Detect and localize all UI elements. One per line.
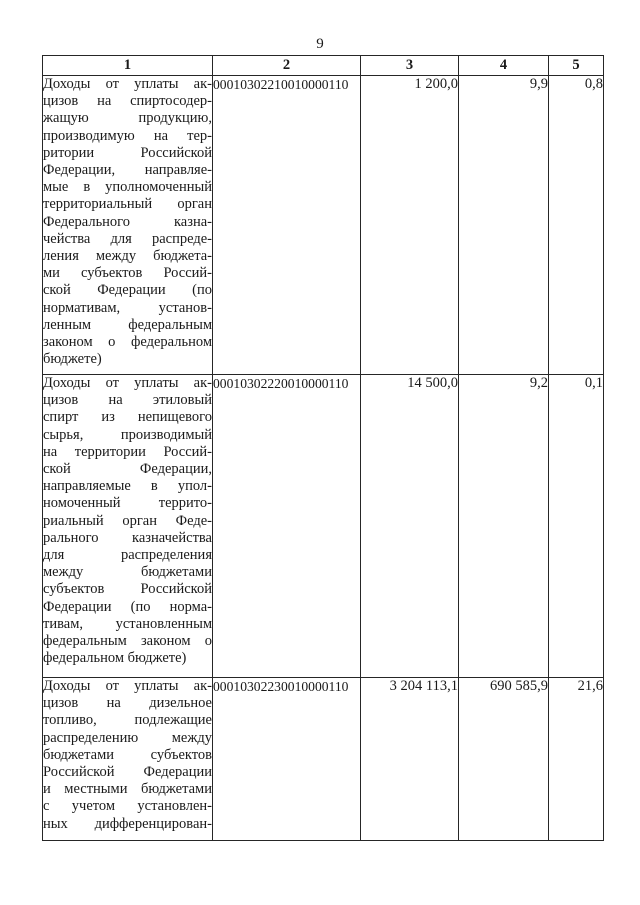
description-line: ленным федеральным [43,316,212,333]
value-cell-col4: 690 585,9 [459,678,549,841]
description-line: бюджетами субъектов [43,746,212,763]
description-line: ления между бюджета- [43,248,212,265]
description-line: между бюджетами [43,564,212,581]
description-line: ритории Российской [43,144,212,161]
description-line: цизов на дизельное [43,695,212,712]
budget-table [42,55,604,841]
description-line: направляемые в упол- [43,478,212,495]
description-line: бюджете) [43,351,102,368]
description-line: нормативам, установ- [43,299,212,316]
description-line: спирт из непищевого [43,409,212,426]
description-line: ской Федерации, [43,461,212,478]
column-header-4: 4 [459,56,549,76]
description-line: тивам, установленным [43,615,212,632]
value-cell-col4: 9,9 [459,76,549,375]
column-header-1: 1 [43,56,213,76]
description-line: территориальный орган [43,196,212,213]
budget-code-cell: 00010302210010000110 [213,76,361,375]
description-line: Федерального казна- [43,213,212,230]
description-line: цизов на спиртосодер- [43,93,212,110]
description-line: Российской Федерации [43,764,212,781]
description-line: жащую продукцию, [43,110,212,127]
column-header-3: 3 [361,56,459,76]
description-line: федеральным законом о [43,633,212,650]
description-line: Доходы от уплаты ак- [43,375,212,391]
description-line: рального казначейства [43,529,212,546]
description-cell [43,375,213,678]
budget-code-cell: 00010302220010000110 [213,375,361,678]
value-cell-col5: 0,1 [549,375,604,678]
description-line: Доходы от уплаты ак- [43,76,212,92]
description-line: мые в уполномоченный [43,179,212,196]
description-line: субъектов Российской [43,581,212,598]
column-header-5: 5 [549,56,604,76]
description-line: и местными бюджетами [43,781,212,798]
description-line: для распределения [43,547,212,564]
description-line: номоченный террито- [43,495,212,512]
description-line: риальный орган Феде- [43,512,212,529]
description-line: Доходы от уплаты ак- [43,678,212,694]
header-row [43,56,604,76]
page-number: 9 [316,36,324,52]
description-line: ных дифференцирован- [43,815,212,832]
description-line: законом о федеральном [43,334,212,351]
table-row [43,678,604,841]
table-row [43,375,604,678]
value-cell-col5: 21,6 [549,678,604,841]
value-cell-col5: 0,8 [549,76,604,375]
description-line: производимую на тер- [43,127,212,144]
description-line: Федерации (по норма- [43,598,212,615]
column-header-2: 2 [213,56,361,76]
description-line: чейства для распреде- [43,230,212,247]
description-line: на территории Россий- [43,443,212,460]
description-line: Федерации, направляе- [43,162,212,179]
value-cell-col3: 14 500,0 [361,375,459,678]
value-cell-col3: 3 204 113,1 [361,678,459,841]
description-line: распределению между [43,729,212,746]
description-line: ми субъектов Россий- [43,265,212,282]
description-line: ской Федерации (по [43,282,212,299]
description-line: федеральном бюджете) [43,650,187,667]
description-line: сырья, производимый [43,426,212,443]
value-cell-col3: 1 200,0 [361,76,459,375]
table-row [43,76,604,375]
description-line: с учетом установлен- [43,798,212,815]
description-cell [43,76,213,375]
budget-code-cell: 00010302230010000110 [213,678,361,841]
description-line: цизов на этиловый [43,392,212,409]
description-line: топливо, подлежащие [43,712,212,729]
value-cell-col4: 9,2 [459,375,549,678]
description-cell [43,678,213,841]
